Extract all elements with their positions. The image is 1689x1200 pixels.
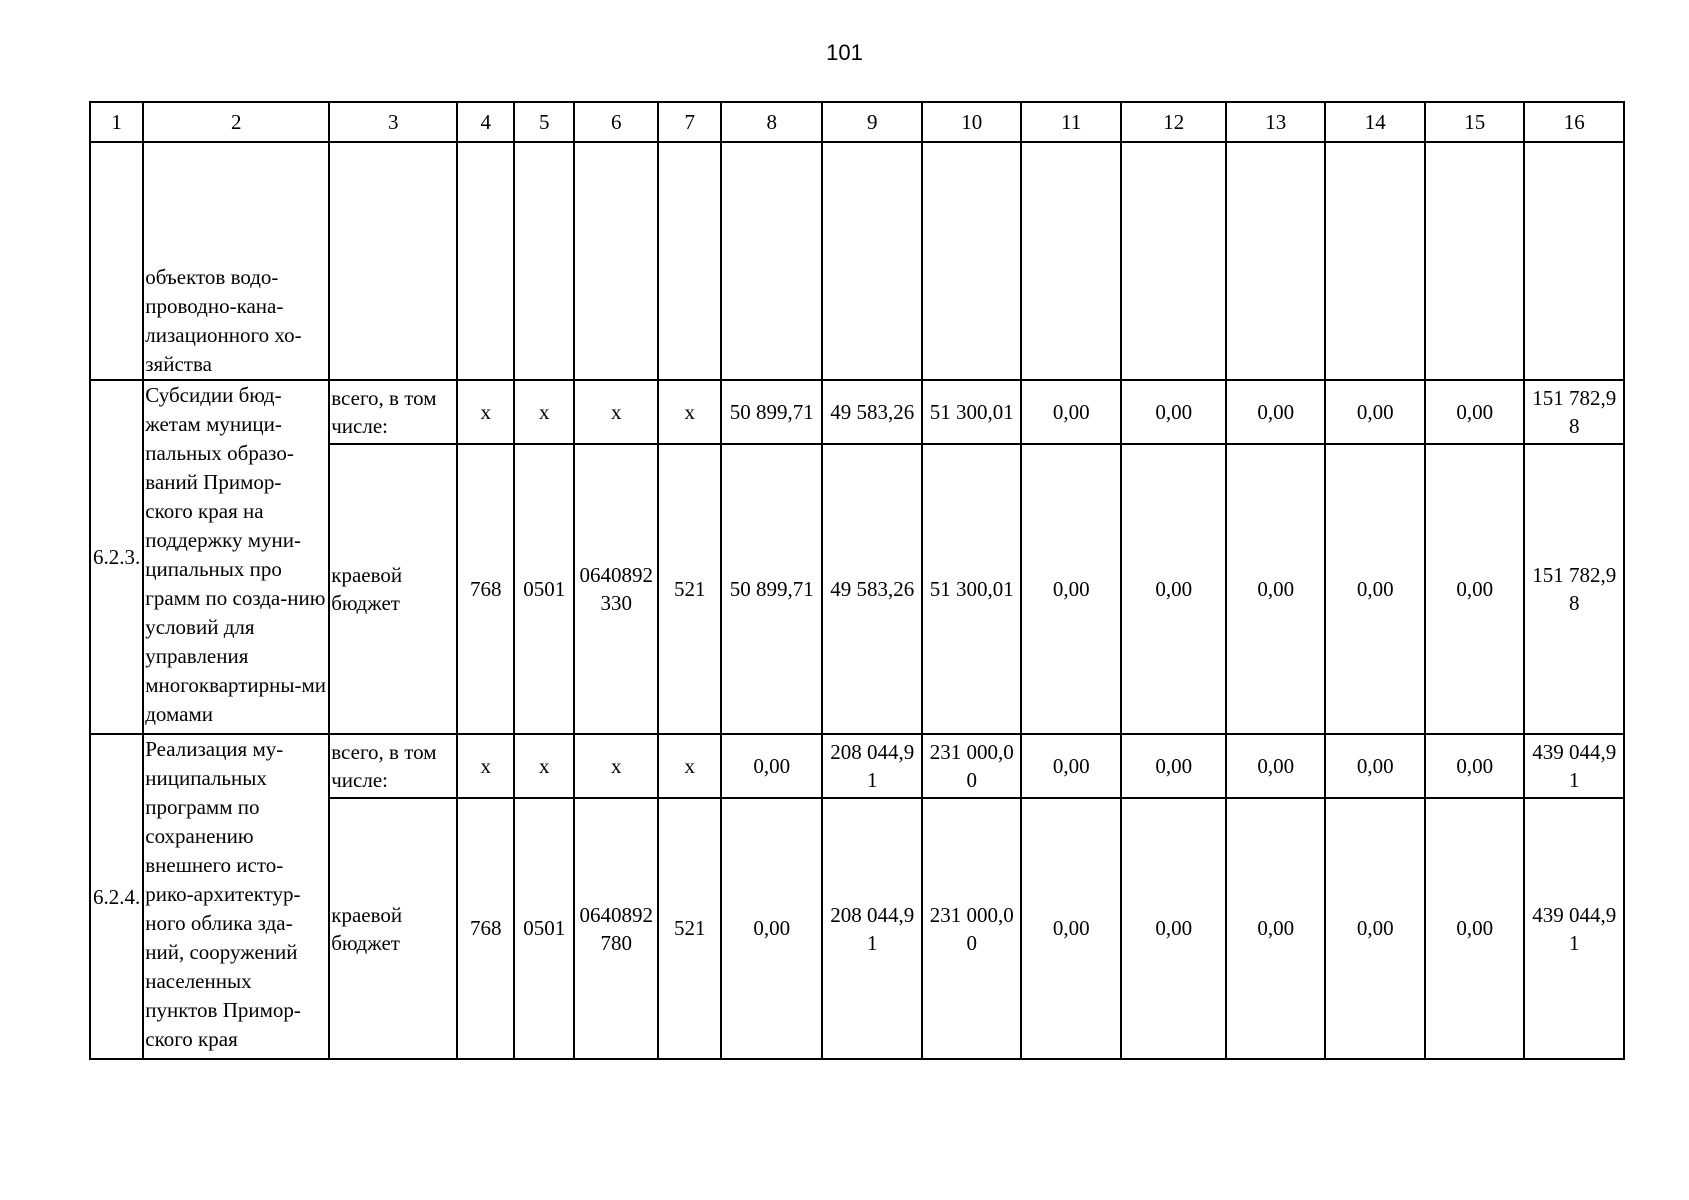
- amount-cell: 0,00: [1021, 734, 1121, 798]
- continuation-row: [90, 142, 1624, 380]
- item-name: объектов водо-проводно-кана-лизационного хо-зяйства: [143, 142, 329, 380]
- table-cell: 0501: [514, 444, 574, 734]
- item-index: 6.2.3.: [90, 380, 143, 734]
- table-cell: 768: [457, 798, 514, 1059]
- table-cell: [329, 142, 457, 380]
- table-cell: [1325, 142, 1425, 380]
- table-cell: x: [514, 380, 574, 444]
- amount-cell: 49 583,26: [822, 444, 922, 734]
- amount-cell: 0,00: [1325, 444, 1425, 734]
- amount-cell: 0,00: [1121, 444, 1226, 734]
- funding-source: краевой бюджет: [329, 798, 457, 1059]
- column-number: 14: [1325, 102, 1425, 142]
- table-cell: [658, 142, 721, 380]
- table-cell: x: [457, 380, 514, 444]
- page-number: 101: [826, 40, 863, 65]
- table-cell: [922, 142, 1021, 380]
- amount-cell: 231 000,00: [922, 798, 1021, 1059]
- amount-cell: 0,00: [1325, 734, 1425, 798]
- funding-source: всего, в том числе:: [329, 734, 457, 798]
- amount-cell: 208 044,91: [822, 798, 922, 1059]
- amount-cell: 439 044,91: [1524, 798, 1624, 1059]
- funding-source: краевой бюджет: [329, 444, 457, 734]
- table-row: [90, 734, 1624, 798]
- item-name: Субсидии бюд-жетам муници-пальных образо-ваний Примор-ского края на поддержку муни-ципальных про грамм по созда-нию условий для управления многоквартирны-ми домами: [143, 380, 329, 734]
- amount-cell: 0,00: [1425, 798, 1524, 1059]
- column-number: 16: [1524, 102, 1624, 142]
- amount-cell: 51 300,01: [922, 380, 1021, 444]
- amount-cell: 0,00: [1226, 444, 1325, 734]
- amount-cell: 0,00: [1121, 734, 1226, 798]
- table-cell: 521: [658, 444, 721, 734]
- column-number: 9: [822, 102, 922, 142]
- column-number: 6: [574, 102, 658, 142]
- amount-cell: 0,00: [1021, 380, 1121, 444]
- amount-cell: 49 583,26: [822, 380, 922, 444]
- header-row: [90, 102, 1624, 142]
- amount-cell: 0,00: [1021, 798, 1121, 1059]
- table-cell: [574, 142, 658, 380]
- table-cell: [822, 142, 922, 380]
- amount-cell: 0,00: [1425, 380, 1524, 444]
- target-code: 0640892330: [574, 444, 658, 734]
- funding-source: всего, в том числе:: [329, 380, 457, 444]
- amount-cell: 0,00: [1226, 798, 1325, 1059]
- budget-table: [89, 101, 1625, 1060]
- column-number: 3: [329, 102, 457, 142]
- column-number: 13: [1226, 102, 1325, 142]
- column-number: 10: [922, 102, 1021, 142]
- amount-cell: 0,00: [1226, 380, 1325, 444]
- amount-cell: 0,00: [1226, 734, 1325, 798]
- column-number: 5: [514, 102, 574, 142]
- column-number: 7: [658, 102, 721, 142]
- column-number: 8: [721, 102, 822, 142]
- amount-cell: 151 782,98: [1524, 380, 1624, 444]
- amount-cell: 0,00: [721, 798, 822, 1059]
- amount-cell: 0,00: [1021, 444, 1121, 734]
- amount-cell: 50 899,71: [721, 380, 822, 444]
- table-cell: [514, 142, 574, 380]
- table-cell: x: [457, 734, 514, 798]
- item-index: 6.2.4.: [90, 734, 143, 1059]
- table-cell: [1021, 142, 1121, 380]
- column-number: 15: [1425, 102, 1524, 142]
- table-cell: x: [658, 734, 721, 798]
- amount-cell: 0,00: [1121, 380, 1226, 444]
- table-cell: [1226, 142, 1325, 380]
- amount-cell: 151 782,98: [1524, 444, 1624, 734]
- table-cell: [457, 142, 514, 380]
- table-cell: 768: [457, 444, 514, 734]
- amount-cell: 0,00: [1325, 380, 1425, 444]
- amount-cell: 208 044,91: [822, 734, 922, 798]
- table-cell: [1524, 142, 1624, 380]
- amount-cell: 439 044,91: [1524, 734, 1624, 798]
- target-code: 0640892780: [574, 798, 658, 1059]
- table-cell: [90, 142, 143, 380]
- table-cell: x: [658, 380, 721, 444]
- table-cell: [1121, 142, 1226, 380]
- amount-cell: 0,00: [1325, 798, 1425, 1059]
- amount-cell: 0,00: [1425, 444, 1524, 734]
- table-cell: x: [514, 734, 574, 798]
- amount-cell: 0,00: [1121, 798, 1226, 1059]
- amount-cell: 0,00: [1425, 734, 1524, 798]
- amount-cell: 0,00: [721, 734, 822, 798]
- column-number: 12: [1121, 102, 1226, 142]
- table-cell: [1425, 142, 1524, 380]
- table-cell: x: [574, 734, 658, 798]
- item-name: Реализация му-ниципальных программ по сохранению внешнего исто-рико-архитектур-ного облика зда-ний, сооружений населенных пунктов Примор-ского края: [143, 734, 329, 1059]
- table-cell: x: [574, 380, 658, 444]
- table-cell: 0501: [514, 798, 574, 1059]
- table-cell: 521: [658, 798, 721, 1059]
- amount-cell: 51 300,01: [922, 444, 1021, 734]
- column-number: 11: [1021, 102, 1121, 142]
- table-cell: [721, 142, 822, 380]
- column-number: 4: [457, 102, 514, 142]
- amount-cell: 50 899,71: [721, 444, 822, 734]
- column-number: 2: [143, 102, 329, 142]
- column-number: 1: [90, 102, 143, 142]
- amount-cell: 231 000,00: [922, 734, 1021, 798]
- table-row: [90, 380, 1624, 444]
